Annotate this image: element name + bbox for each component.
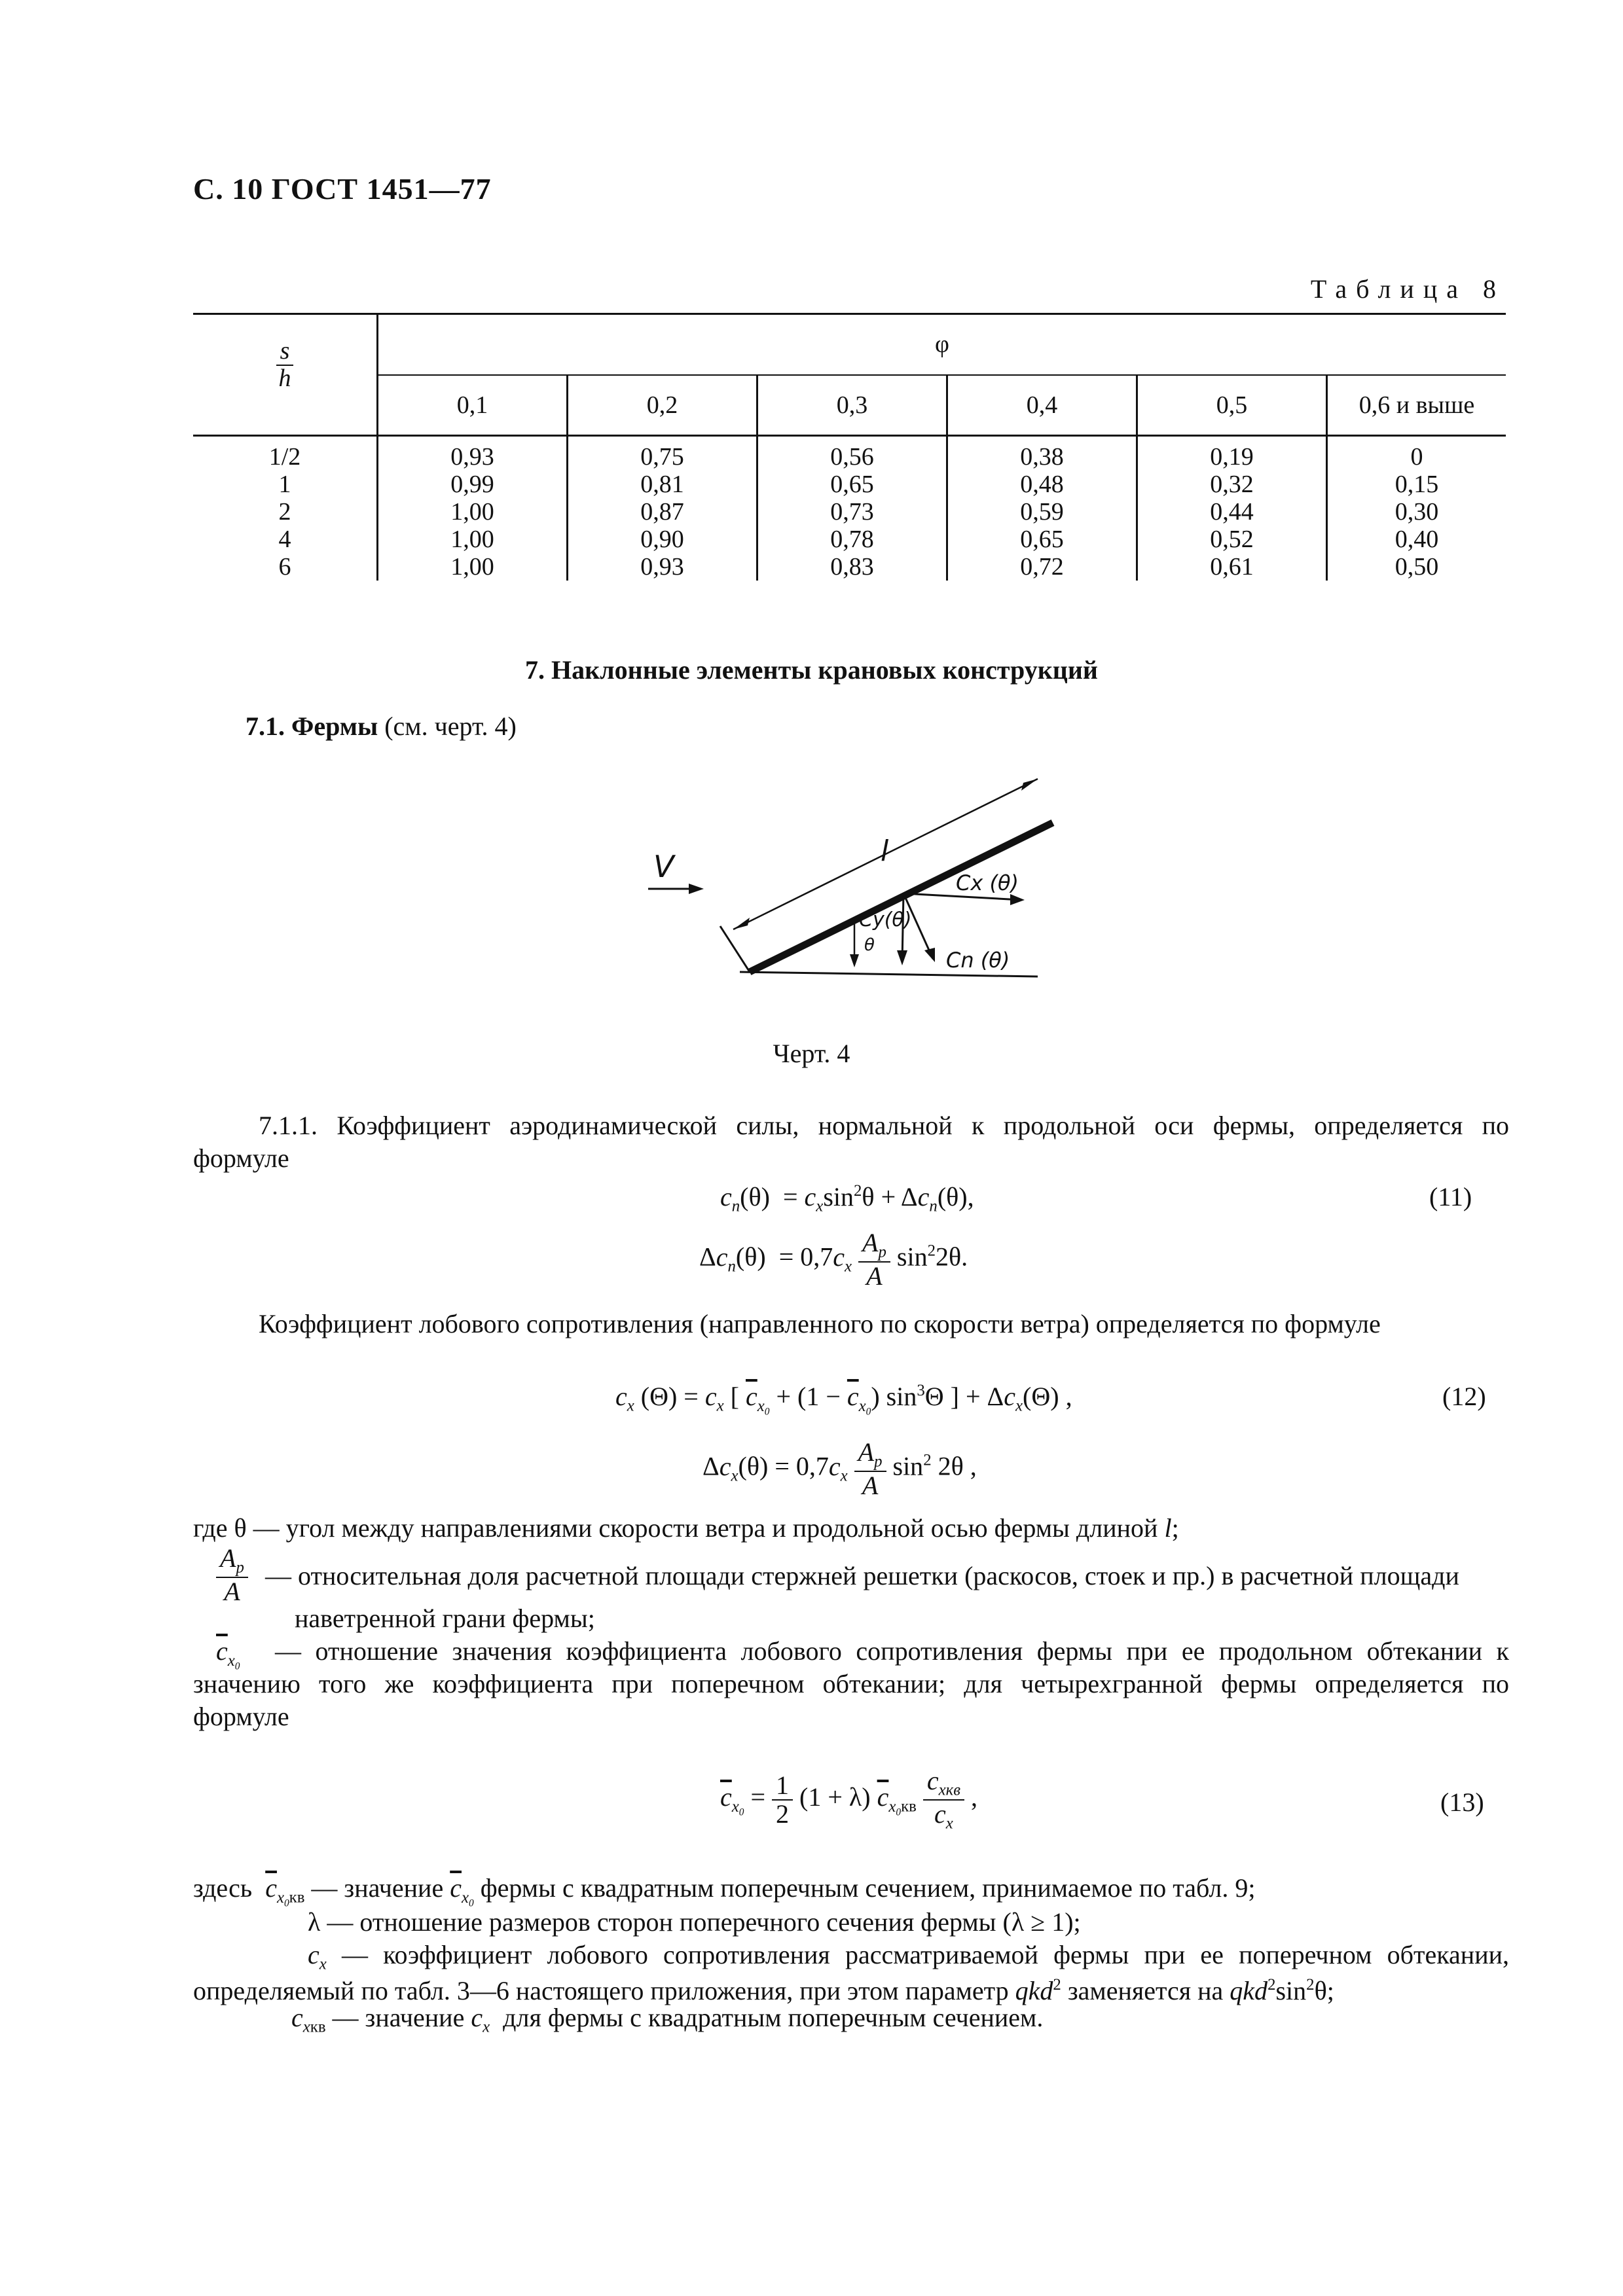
col-header: 0,4: [947, 375, 1137, 436]
col-header: 0,5: [1137, 375, 1327, 436]
table-cell: 0,52: [1210, 526, 1254, 553]
value-column: [1137, 436, 1327, 581]
page-header: С. 10 ГОСТ 1451—77: [193, 172, 492, 206]
table-cell: 0,99: [450, 471, 494, 498]
table-cell: 0,93: [450, 443, 494, 471]
para-drag: Коэффициент лобового сопротивления (направленного по скорости ветра) определяется по формуле: [259, 1309, 1381, 1338]
table-cell: 0,48: [1020, 471, 1064, 498]
table-cell: 0,44: [1210, 498, 1254, 526]
figure-caption: Черт. 4: [773, 1039, 850, 1068]
table-cell: 0,75: [640, 443, 684, 471]
value-column: [1327, 436, 1506, 581]
where-cx0-text2: значению того же коэффициента при поперечном обтекании; для четырехгранной фермы определяется по: [193, 1669, 1509, 1698]
eq-13-number: (13): [1440, 1787, 1484, 1817]
eq-11-line1: $c_n(\theta) = c_x\sin^2\theta + \Delta c_n(\theta)$,: [720, 1182, 974, 1215]
here-lambda: λ — отношение размеров сторон поперечного сечения фермы (λ ≥ 1);: [308, 1907, 1081, 1937]
table-cell: 0,83: [830, 553, 874, 581]
eq-11-number: (11): [1429, 1182, 1472, 1211]
cx-arrowhead: [1010, 894, 1025, 905]
here-cx-line2: определяемый по табл. 3—6 настоящего приложения, при этом параметр qkd$^2$ заменяется на $qkd^2\sin^2\theta$;: [193, 1975, 1334, 2005]
table-cell: 0,38: [1020, 443, 1064, 471]
wind-arrowhead: [689, 884, 704, 894]
here-cx0kv: здесь $\overline{c}_{x_0кв}$ — значение $\overline{c}_{x_0}$ фермы с квадратным поперечным сечением, принимаемое по табл. 9;: [193, 1873, 1256, 1909]
table-cell: 0,72: [1020, 553, 1064, 581]
label-cn: Cn (θ): [946, 948, 1010, 973]
row-header-s-over-h: $\frac{s}{h}$: [193, 314, 378, 436]
table-cell: 0,78: [830, 526, 874, 553]
table-cell: 0,65: [830, 471, 874, 498]
table-cell: 0: [1410, 443, 1423, 471]
table-cell: 0,56: [830, 443, 874, 471]
table-cell: 0,15: [1395, 471, 1439, 498]
cy-arrowhead: [897, 950, 907, 965]
phi-header: φ: [378, 314, 1506, 375]
dim-arrow-left: [733, 918, 750, 929]
table-cell: 0,93: [640, 553, 684, 581]
label-l: l: [881, 834, 889, 868]
table-caption: Таблица 8: [1310, 274, 1505, 304]
eq-13: $\overline{c}_{x_0}$ = $\frac{1}{2}$ (1 + λ) $\overline{c}_{x_0кв}$ $\frac{c_{xкв}}{c_x}$ ,: [720, 1766, 977, 1833]
table-cell: 0,90: [640, 526, 684, 553]
table-cell: 1,00: [450, 553, 494, 581]
table-cell: 0,81: [640, 471, 684, 498]
table-cell: 1,00: [450, 498, 494, 526]
section-title: 7. Наклонные элементы крановых конструкций: [525, 655, 1098, 685]
col-header: 0,6 и выше: [1327, 375, 1506, 436]
para-7-1-1-cont: формуле: [193, 1143, 289, 1173]
col-header: 0,1: [378, 375, 568, 436]
table-cell: 0,50: [1395, 553, 1439, 581]
label-theta: θ: [864, 935, 875, 955]
key-column: [193, 436, 378, 581]
table-cell: 0,59: [1020, 498, 1064, 526]
row-key: 6: [278, 553, 291, 581]
table-body: [193, 436, 1506, 581]
item-number: 7.1.: [246, 711, 285, 741]
here-cxkv: $c_{xкв}$ — значение $c_x$ для фермы с квадратным поперечным сечением.: [291, 2003, 1044, 2036]
eq-12-number: (12): [1442, 1382, 1486, 1411]
table-cell: 0,65: [1020, 526, 1064, 553]
eq-12-line1: $c_x$ $(\Theta) = c_x$ [ $\overline{c}_{x_0} + (1 - \overline{c}_{x_0})$ $\sin^3\Theta$ ] + $\Delta c_x(\Theta)$ ,: [615, 1382, 1072, 1418]
where-theta: где θ — угол между направлениями скорости ветра и продольной осью фермы длиной l;: [193, 1513, 1179, 1543]
row-key: 2: [278, 498, 291, 526]
eq-11-line2: $\Delta c_n(\theta) = 0,7c_x$ $\frac{A_p}{A}$ $\sin^22\theta$.: [699, 1228, 968, 1291]
where-cx0-text1: — отношение значения коэффициента лобового сопротивления фермы при ее продольном обтекании к: [275, 1636, 1509, 1666]
figure-4-diagram: [629, 772, 1087, 1008]
cn-arrowhead: [924, 948, 935, 962]
item-7-1: [246, 710, 517, 743]
where-cx0-symbol: $\overline{c}_{x_0}$: [216, 1636, 240, 1672]
table-cell: 0,61: [1210, 553, 1254, 581]
value-column: [378, 436, 568, 581]
para-7-1-1: 7.1.1. Коэффициент аэродинамической силы, нормальной к продольной оси фермы, определяется по: [259, 1111, 1509, 1140]
where-ap-text1: — относительная доля расчетной площади стержней решетки (раскосов, стоек и пр.) в расчетной площади: [265, 1561, 1459, 1590]
base-slant: [720, 926, 750, 972]
dim-arrow-right: [1021, 779, 1038, 791]
col-header: 0,2: [568, 375, 757, 436]
eq-12-line2: $\Delta c_x(\theta) = 0,7c_x$ $\frac{A_p}{A}$ $\sin^2 2\theta$ ,: [702, 1437, 977, 1500]
table-cell: 0,30: [1395, 498, 1439, 526]
table-cell: 0,87: [640, 498, 684, 526]
where-cx0-text3: формуле: [193, 1702, 289, 1731]
row-key: 1/2: [268, 443, 301, 471]
col-header: 0,3: [757, 375, 947, 436]
value-column: [947, 436, 1137, 581]
table-cell: 0,40: [1395, 526, 1439, 553]
where-ap-text2: наветренной грани фермы;: [295, 1604, 595, 1633]
ground-line: [740, 972, 1038, 977]
value-column: [757, 436, 947, 581]
value-column: [568, 436, 757, 581]
item-title: Фермы: [291, 711, 378, 741]
table-cell: 0,73: [830, 498, 874, 526]
table-cell: 0,32: [1210, 471, 1254, 498]
table-cell: 1,00: [450, 526, 494, 553]
table-cell: 0,19: [1210, 443, 1254, 471]
where-ap-fraction: $\frac{A_p}{A}$: [216, 1545, 248, 1605]
table-8: [193, 313, 1506, 581]
here-cx-line1: $c_x$ — коэффициент лобового сопротивления рассматриваемой фермы при ее поперечном обтекании,: [308, 1940, 1510, 1973]
label-cx: Cx (θ): [956, 870, 1019, 895]
row-key: 1: [278, 471, 291, 498]
row-key: 4: [278, 526, 291, 553]
label-v: V: [653, 849, 674, 884]
theta-marker-head: [850, 954, 859, 967]
label-cy: Cy(θ): [859, 908, 912, 931]
item-ref: (см. черт. 4): [384, 711, 517, 741]
